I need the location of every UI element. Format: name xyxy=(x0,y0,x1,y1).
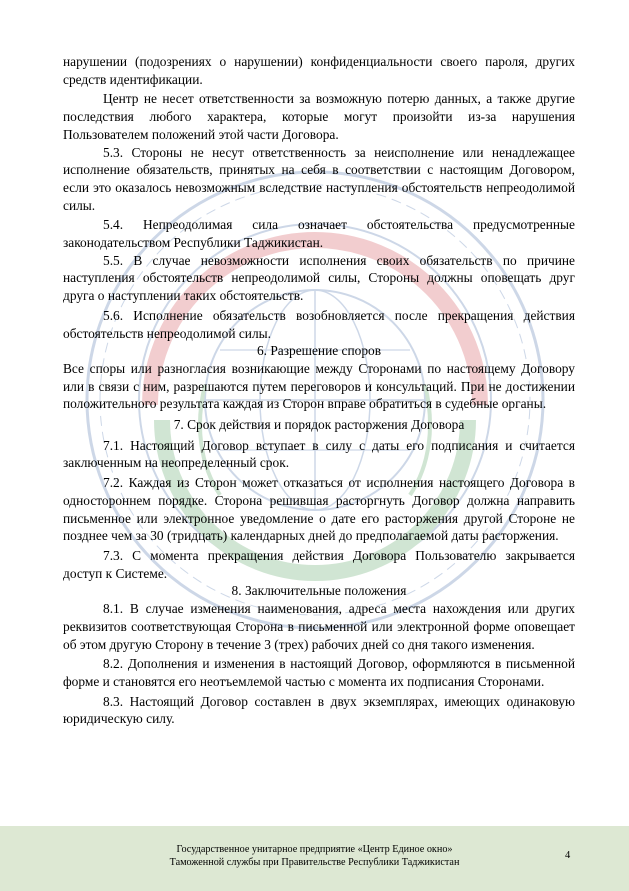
footer-line-2: Таможенной службы при Правительстве Республики Таджикистан xyxy=(169,857,460,868)
paragraph-7-2: 7.2. Каждая из Сторон может отказаться от исполнения настоящего Договора в одностороннем порядке. Сторона решившая расторгнуть Договор должна направить письменное или электронное уведомление о дате его расторжения другой Стороне не позднее чем за 30 (тридцать) календарных дней до предполагаемой даты расторжения. xyxy=(63,475,575,544)
paragraph-8-1: 8.1. В случае изменения наименования, адреса места нахождения или других реквизитов соответствующая Сторона в письменной или электронной форме оповещает об этом другую Сторону в течение 3 (трех) рабочих дней со дня такого изменения. xyxy=(63,601,575,652)
paragraph-5-6: 5.6. Исполнение обязательств возобновляется после прекращения действия обстоятельств непреодолимой силы. xyxy=(63,307,575,341)
heading-section-6: 6. Разрешение споров xyxy=(256,343,382,359)
paragraph-8-3: 8.3. Настоящий Договор составлен в двух экземплярах, имеющих одинаковую юридическую силу. xyxy=(63,693,575,727)
paragraph-7-1: 7.1. Настоящий Договор вступает в силу с даты его подписания и считается заключенным на неопределенный срок. xyxy=(63,437,575,471)
footer-line-1: Государственное унитарное предприятие «Центр Единое окно» xyxy=(176,844,453,855)
paragraph-privacy-continuation: нарушении (подозрениях о нарушении) конфиденциальности своего пароля, других средств идентификации. xyxy=(63,54,575,87)
paragraph-6: Все споры или разногласия возникающие между Сторонами по настоящему Договору или в связи с ним, разрешаются путем переговоров и консультаций. При не достижении положительного результата каждая из Сторон вправе обратиться в судебные органы. xyxy=(63,360,575,412)
heading-section-8: 8. Заключительные положения xyxy=(231,583,407,599)
heading-section-7: 7. Срок действия и порядок расторжения Договора xyxy=(173,417,465,433)
paragraph-center-liability: Центр не несет ответственности за возможную потерю данных, а также другие последствия любого характера, которые могут произойти из-за нарушения Пользователем положений этой части Договора. xyxy=(63,91,575,142)
paragraph-5-4: 5.4. Непреодолимая сила означает обстоятельства предусмотренные законодательством Республики Таджикистан. xyxy=(63,217,575,251)
paragraph-8-2: 8.2. Дополнения и изменения в настоящий Договор, оформляются в письменной форме и становятся его неотъемлемой частью с момента их подписания Сторонами. xyxy=(63,656,575,689)
page-number: 4 xyxy=(565,850,571,861)
page-footer xyxy=(0,826,629,891)
paragraph-5-5: 5.5. В случае невозможности исполнения своих обязательств по причине наступления обстоятельств непреодолимой силы, Стороны должны оповещать друг друга о наступлении таких обстоятельств. xyxy=(63,252,575,304)
paragraph-5-3: 5.3. Стороны не несут ответственность за неисполнение или ненадлежащее исполнение обязательств, принятых на себя в соответствии с настоящим Договором, если это оказалось невозможным вследствие наступления обстоятельств непреодолимой силы. xyxy=(63,144,575,213)
paragraph-7-3: 7.3. С момента прекращения действия Договора Пользователю закрывается доступ к Системе. xyxy=(63,547,575,581)
document-body xyxy=(63,53,575,728)
footer-organization xyxy=(0,843,629,869)
